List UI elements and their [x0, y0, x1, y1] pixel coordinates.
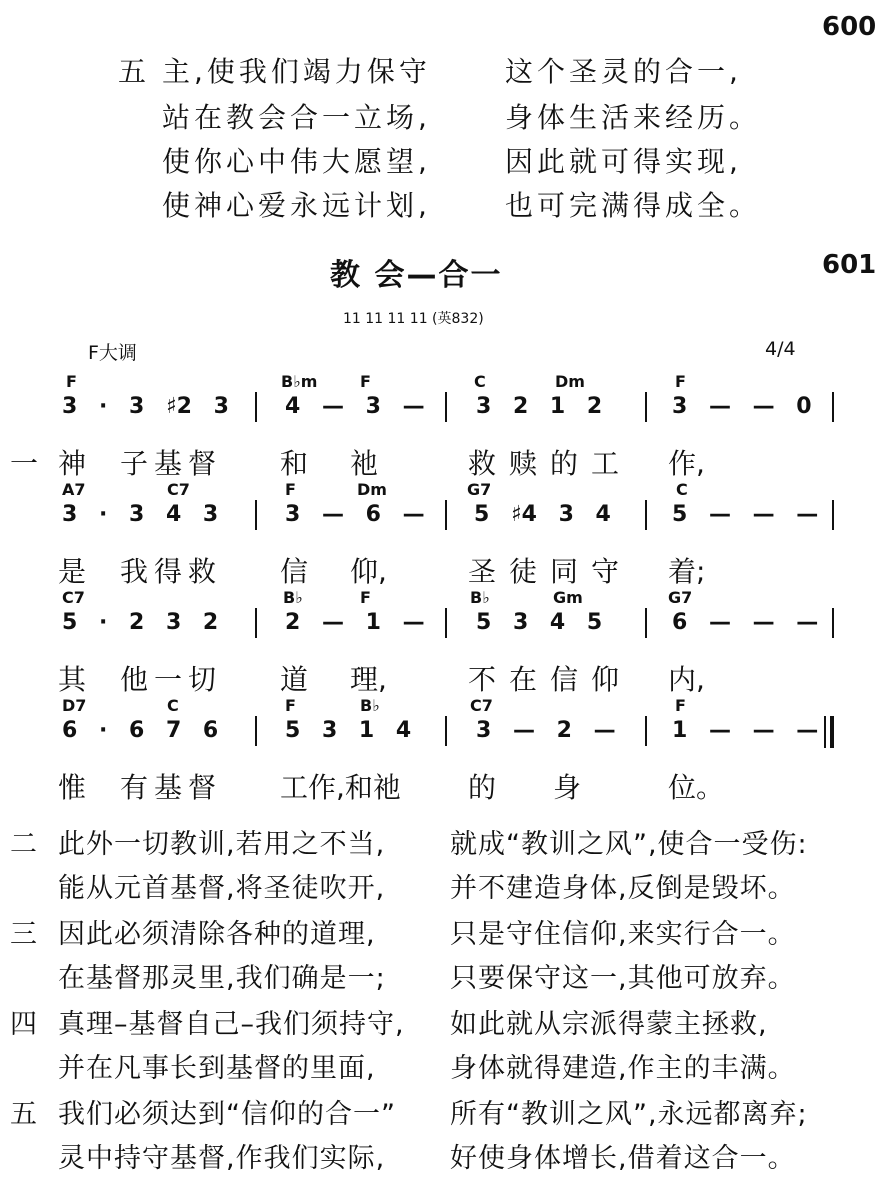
bar-line: [645, 500, 647, 530]
chord-symbol: B♭: [283, 588, 303, 607]
bar-line: [255, 608, 257, 638]
verse-number: 四: [10, 1009, 37, 1040]
verse-line: 身体就得建造,作主的丰满。: [450, 1053, 796, 1084]
chord-symbol: C: [474, 372, 486, 391]
verse-line: 好使身体增长,借着这合一。: [450, 1143, 796, 1174]
verse-line: 因此必须清除各种的道理,: [58, 919, 376, 950]
verse-line: 真理–基督自己–我们须持守,: [58, 1009, 405, 1040]
key-signature: F大调: [88, 342, 137, 364]
bar-line: [832, 608, 834, 638]
chord-symbol: F: [360, 588, 371, 607]
lyric-line: 使你心中伟大愿望,: [162, 145, 431, 178]
chord-symbol: F: [285, 696, 296, 715]
final-bar-thick: [830, 716, 834, 748]
bar-line: [645, 392, 647, 422]
chord-symbol: C: [167, 696, 179, 715]
bar-line: [832, 500, 834, 530]
chord-symbol: D7: [62, 696, 87, 715]
bar-line: [645, 608, 647, 638]
bar-line: [445, 500, 447, 530]
lyric-syllable: 和: [280, 447, 309, 480]
chord-symbol: C7: [167, 480, 190, 499]
verse-line: 并不建造身体,反倒是毁坏。: [450, 873, 796, 904]
bar-line: [832, 392, 834, 422]
bar-line: [255, 716, 257, 746]
lyric-line: 因此就可得实现,: [505, 145, 742, 178]
chord-symbol: G7: [668, 588, 693, 607]
bar-line: [445, 716, 447, 746]
measure: 5 — — —: [672, 502, 819, 527]
chord-symbol: Dm: [357, 480, 387, 499]
lyric-syllable: 不在信仰: [468, 663, 633, 696]
chord-symbol: C7: [470, 696, 493, 715]
lyric-syllable: 位。: [668, 771, 725, 804]
lyric-line: 身体生活来经历。: [505, 101, 762, 134]
lyric-syllable: 其: [58, 663, 87, 696]
lyric-syllable: 的: [468, 771, 497, 804]
chord-symbol: F: [66, 372, 77, 391]
lyric-syllable: 内,: [668, 663, 705, 696]
lyric-syllable: 道: [280, 663, 309, 696]
measure: 5 3 4 5: [476, 610, 603, 635]
verse-number: 三: [10, 919, 37, 950]
chord-symbol: G7: [467, 480, 492, 499]
chord-symbol: F: [675, 696, 686, 715]
lyric-syllable: 工作,和祂: [280, 771, 401, 804]
stanza-label: 五: [118, 55, 151, 88]
bar-line: [255, 392, 257, 422]
lyric-syllable: 他一切: [120, 663, 223, 696]
lyric-syllable: 信: [280, 555, 309, 588]
verse-line: 就成“教训之风”,使合一受伤:: [450, 829, 808, 860]
lyric-syllable: 着;: [668, 555, 706, 588]
verse-line: 所有“教训之风”,永远都离弃;: [450, 1099, 808, 1130]
verse-line: 在基督那灵里,我们确是一;: [58, 963, 386, 994]
bar-line: [645, 716, 647, 746]
lyric-syllable: 惟: [58, 771, 87, 804]
verse-line: 能从元首基督,将圣徒吹开,: [58, 873, 386, 904]
verse-number: 五: [10, 1099, 37, 1130]
hymn-number-601: 601: [822, 250, 877, 280]
lyric-syllable: 圣徒同守: [468, 555, 633, 588]
measure: 5 · 2 3 2: [62, 610, 219, 635]
lyric-line: 这个圣灵的合一,: [505, 55, 742, 88]
measure: 3 — 6 —: [285, 502, 425, 527]
verse-line: 灵中持守基督,作我们实际,: [58, 1143, 386, 1174]
lyric-syllable: 身: [553, 771, 582, 804]
measure: 4 — 3 —: [285, 394, 425, 419]
chord-symbol: F: [675, 372, 686, 391]
lyric-syllable: 子基督: [120, 447, 223, 480]
lyric-syllable: 我得救: [120, 555, 223, 588]
chord-symbol: Dm: [555, 372, 585, 391]
lyric-syllable: 作,: [668, 447, 705, 480]
chord-symbol: C: [676, 480, 688, 499]
lyric-line: 也可完满得成全。: [505, 189, 762, 222]
measure: 3 — 2 —: [476, 718, 616, 743]
measure: 5 ♯4 3 4: [474, 502, 611, 527]
measure: 3 · 3 4 3: [62, 502, 219, 527]
measure: 6 · 6 7 6: [62, 718, 219, 743]
lyric-syllable: 仰,: [350, 555, 387, 588]
chord-symbol: C7: [62, 588, 85, 607]
chord-symbol: Gm: [553, 588, 583, 607]
chord-symbol: A7: [62, 480, 86, 499]
measure: 1 — — —: [672, 718, 819, 743]
verse-line: 我们必须达到“信仰的合一”: [58, 1099, 396, 1130]
measure: 6 — — —: [672, 610, 819, 635]
lyric-syllable: 祂: [350, 447, 379, 480]
lyric-syllable: 是: [58, 555, 87, 588]
measure: 2 — 1 —: [285, 610, 425, 635]
lyric-line: 使神心爱永远计划,: [162, 189, 431, 222]
stanza-label: 一: [10, 447, 39, 480]
verse-line: 此外一切教训,若用之不当,: [58, 829, 386, 860]
verse-number: 二: [10, 829, 37, 860]
verse-line: 如此就从宗派得蒙主拯救,: [450, 1009, 768, 1040]
chord-symbol: B♭: [470, 588, 490, 607]
chord-symbol: F: [360, 372, 371, 391]
measure: 3 — — 0: [672, 394, 812, 419]
time-signature: 4/4: [765, 338, 796, 360]
bar-line: [255, 500, 257, 530]
meter: 11 11 11 11 (英832): [343, 311, 484, 327]
lyric-syllable: 救赎的工: [468, 447, 633, 480]
chord-symbol: F: [285, 480, 296, 499]
lyric-syllable: 理,: [350, 663, 387, 696]
verse-line: 只是守住信仰,来实行合一。: [450, 919, 796, 950]
verse-line: 并在凡事长到基督的里面,: [58, 1053, 376, 1084]
chord-symbol: B♭m: [281, 372, 318, 391]
hymn-title: 教 会—合一: [330, 258, 503, 293]
chord-symbol: B♭: [360, 696, 380, 715]
lyric-syllable: 有基督: [120, 771, 223, 804]
lyric-syllable: 神: [58, 447, 87, 480]
measure: 3 · 3 ♯2 3: [62, 394, 229, 419]
hymn-number-600: 600: [822, 12, 877, 42]
measure: 5 3 1 4: [285, 718, 412, 743]
bar-line: [445, 608, 447, 638]
lyric-line: 站在教会合一立场,: [162, 101, 431, 134]
lyric-line: 主,使我们竭力保守: [162, 55, 431, 88]
final-bar-thin: [824, 716, 826, 748]
measure: 3 2 1 2: [476, 394, 603, 419]
bar-line: [445, 392, 447, 422]
verse-line: 只要保守这一,其他可放弃。: [450, 963, 796, 994]
